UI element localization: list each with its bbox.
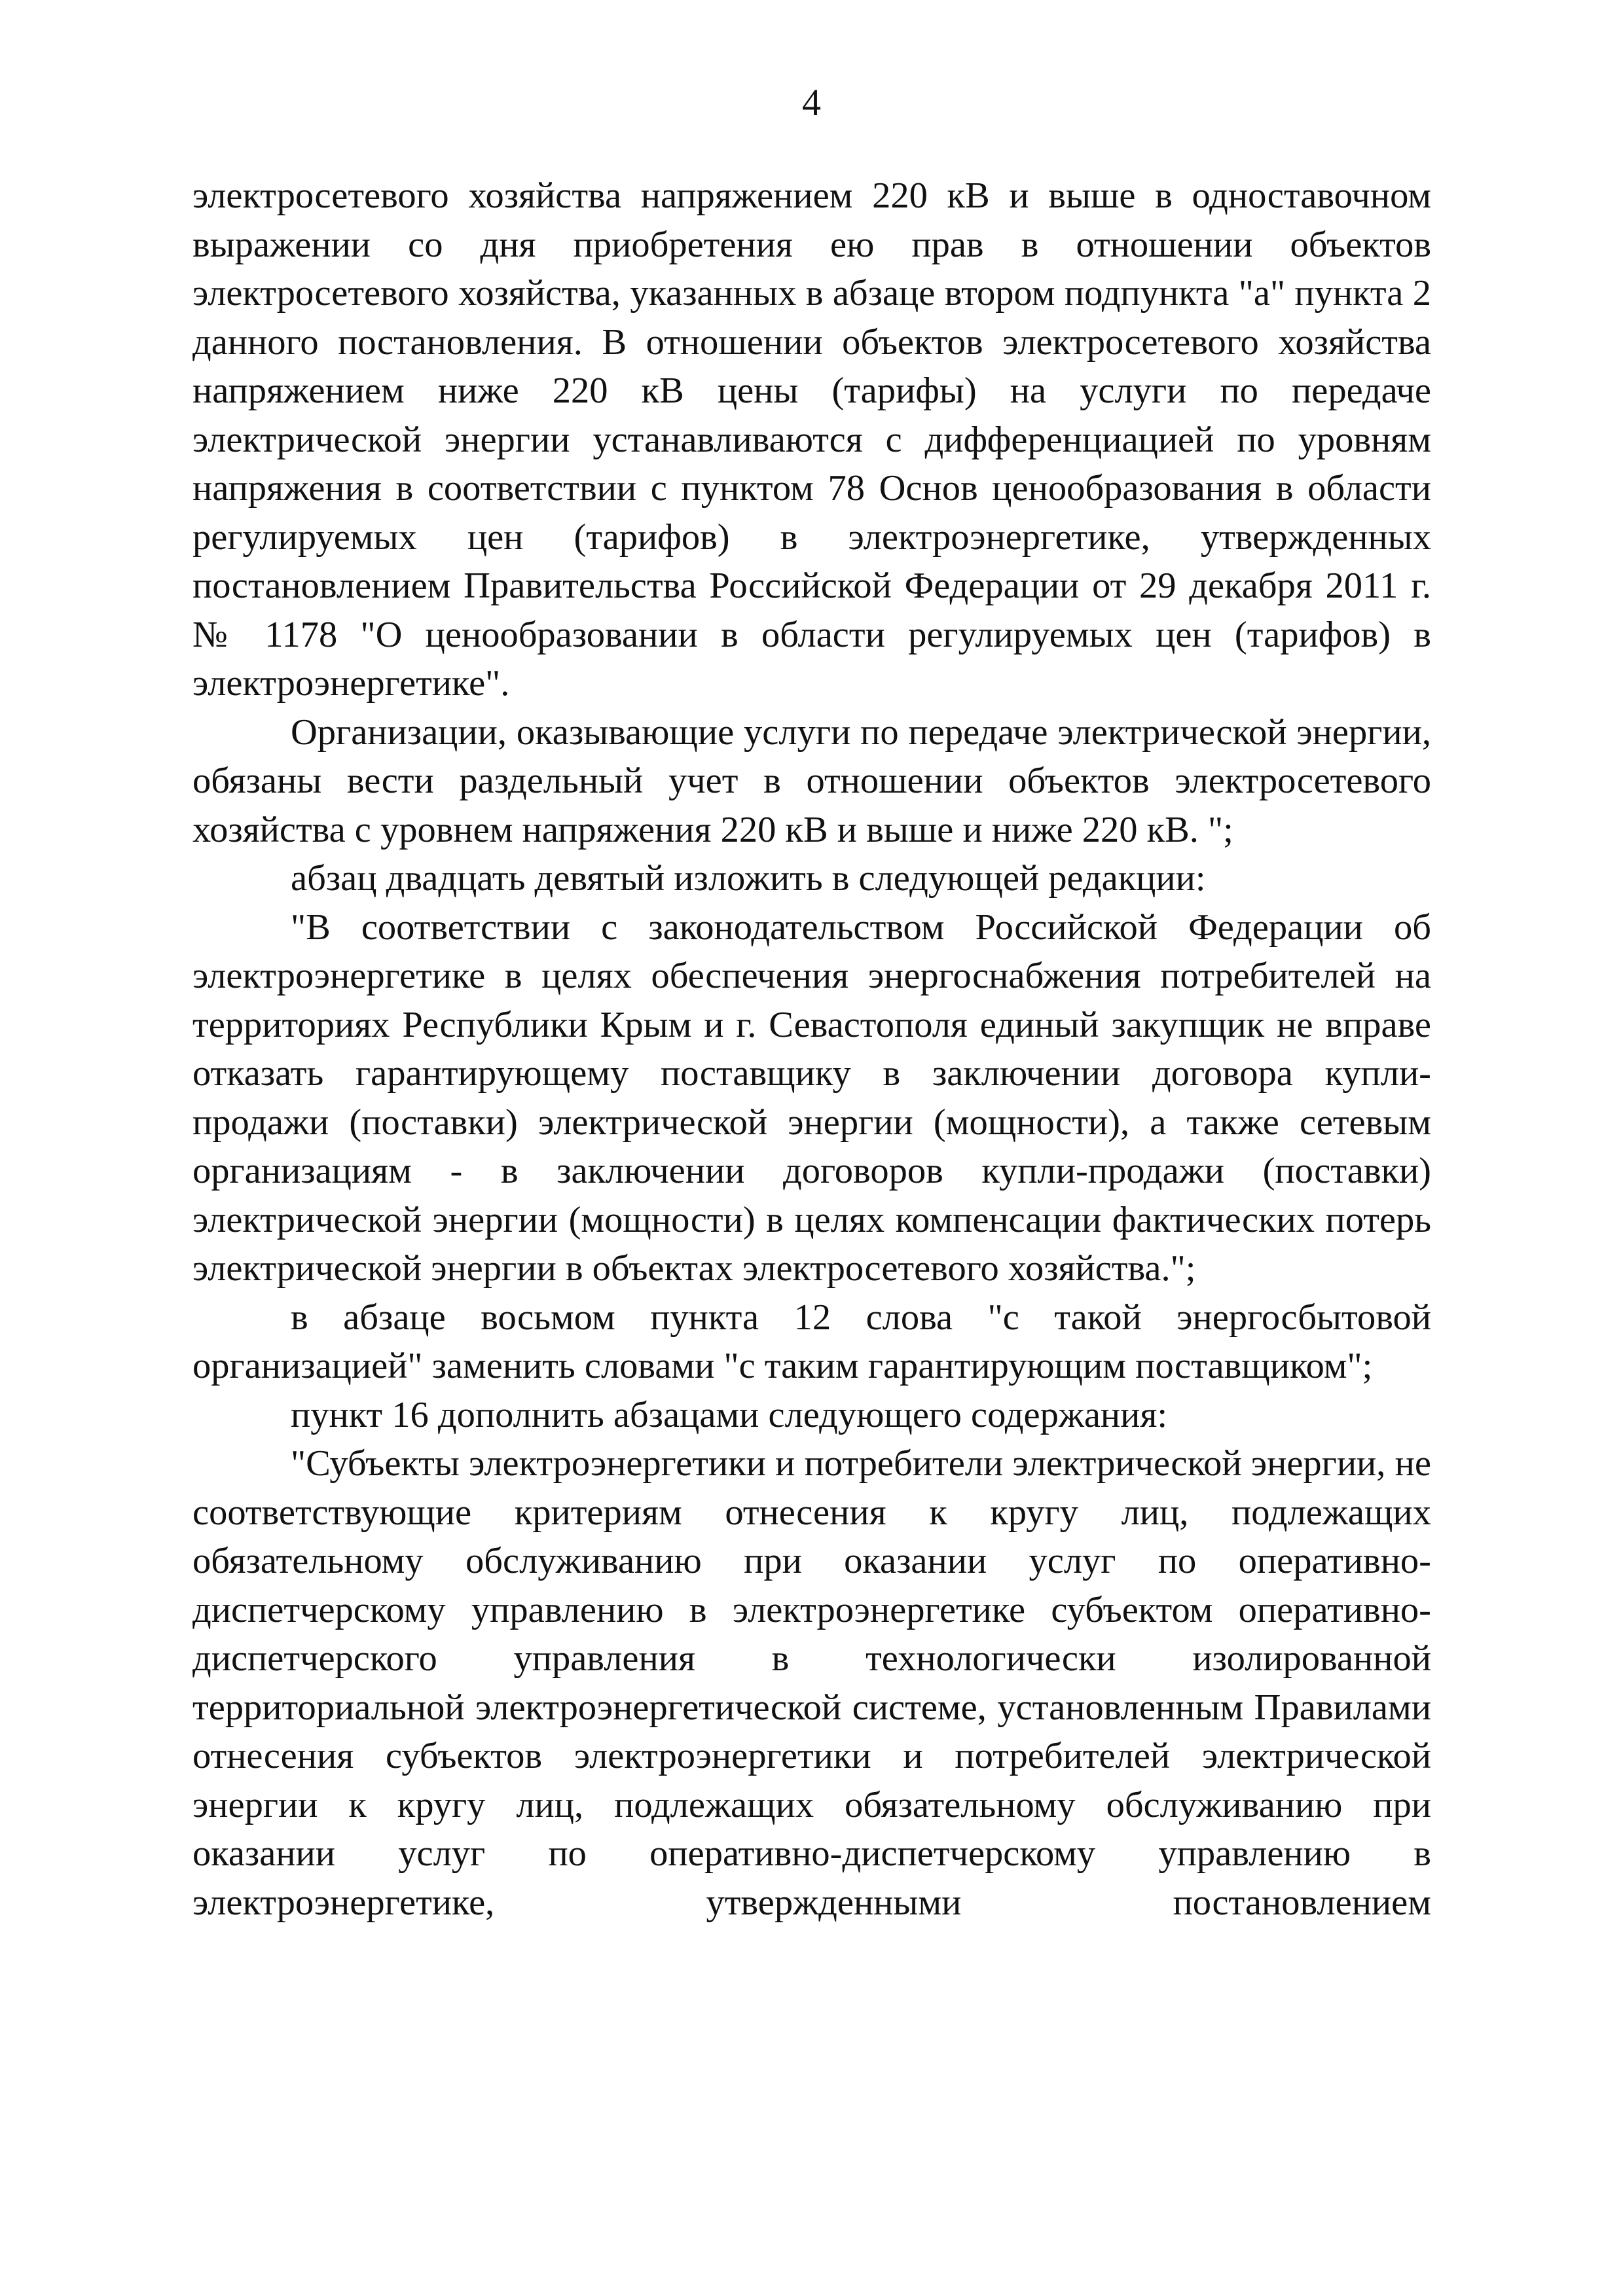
paragraph-amendment-intro-29: абзац двадцать девятый изложить в следующей редакции: [291, 858, 1206, 899]
paragraph-single-purchaser: "В соответствии с законодательством Российской Федерации об электроэнергетике в целях обеспечения энергоснабжения потребителей на территориях Республики Крым и г. Севастополя единый закупщик не вправе отказать гарантирующему поставщику в заключении договора купли-продажи (поставки) электрической энергии (мощности), а также сетевым организациям - в заключении договоров купли-продажи (поставки) электрической энергии (мощности) в целях компенсации фактических потерь электрической энергии в объектах электросетевого хозяйства."; [192, 906, 1431, 1289]
document-body [192, 171, 1431, 1927]
paragraph-amendment-intro-16: пункт 16 дополнить абзацами следующего содержания: [291, 1394, 1168, 1435]
paragraph-separate-accounting: Организации, оказывающие услуги по передаче электрической энергии, обязаны вести раздельный учет в отношении объектов электросетевого хозяйства с уровнем напряжения 220 кВ и выше и ниже 220 кВ. "; [192, 711, 1431, 850]
paragraph-dispatch-subjects: "Субъекты электроэнергетики и потребители электрической энергии, не соответствующие критериям отнесения к кругу лиц, подлежащих обязательному обслуживанию при оказании услуг по оперативно-диспетчерскому управлению в электроэнергетике субъектом оперативно-диспетчерского управления в технологически изолированной территориальной электроэнергетической системе, установленным Правилами отнесения субъектов электроэнергетики и потребителей электрической энергии к кругу лиц, подлежащих обязательному обслуживанию при оказании услуг по оперативно-диспетчерскому управлению в электроэнергетике, утвержденными постановлением [192, 1443, 1431, 1923]
paragraph-amendment-item-12: в абзаце восьмом пункта 12 слова "с такой энергосбытовой организацией" заменить словами "с таким гарантирующим поставщиком"; [192, 1297, 1431, 1386]
page-number: 4 [802, 81, 821, 124]
paragraph-continuation-tariffs: электросетевого хозяйства напряжением 220 кВ и выше в одноставочном выражении со дня приобретения ею прав в отношении объектов электросетевого хозяйства, указанных в абзаце втором подпункта "а" пункта 2 данного постановления. В отношении объектов электросетевого хозяйства напряжением ниже 220 кВ цены (тарифы) на услуги по передаче электрической энергии устанавливаются с дифференциацией по уровням напряжения в соответствии с пунктом 78 Основ ценообразования в области регулируемых цен (тарифов) в электроэнергетике, утвержденных постановлением Правительства Российской Федерации от 29 декабря 2011 г. № 1178 "О ценообразовании в области регулируемых цен (тарифов) в электроэнергетике". [192, 175, 1431, 704]
